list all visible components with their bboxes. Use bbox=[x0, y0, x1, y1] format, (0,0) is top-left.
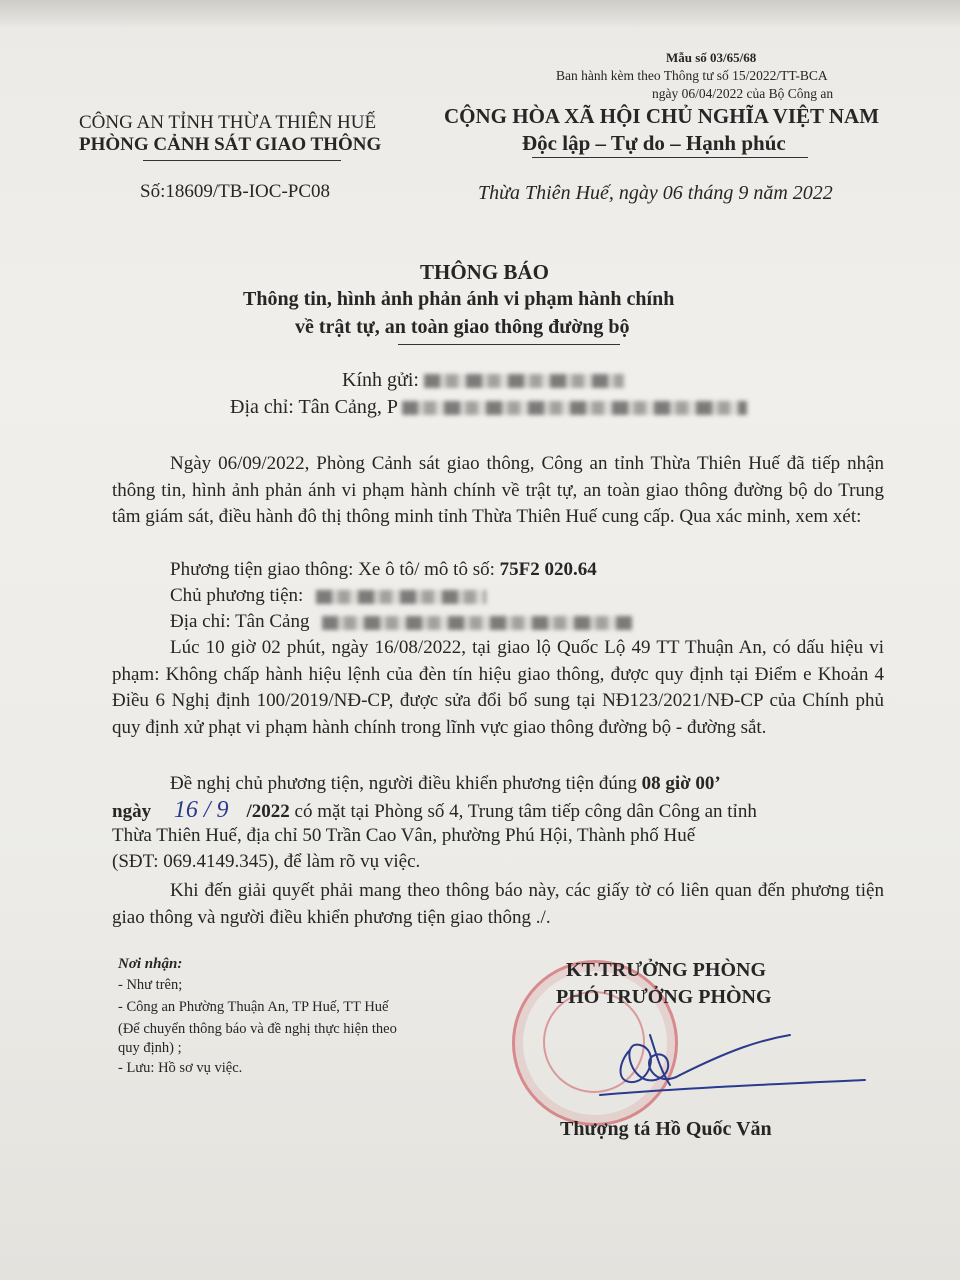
paragraph-1 bbox=[112, 451, 884, 531]
recipients-item-1: - Như trên; bbox=[118, 977, 183, 993]
vehicle-line bbox=[170, 557, 597, 584]
appointment-day-label: ngày bbox=[112, 801, 152, 822]
form-issued-with: Ban hành kèm theo Thông tư số 15/2022/TT-BCA bbox=[556, 68, 828, 83]
notice-subtitle-1: Thông tin, hình ảnh phản ánh vi phạm hành chính bbox=[243, 288, 675, 310]
recipients-item-3: (Để chuyển thông báo và đề nghị thực hiện theo bbox=[118, 1021, 397, 1037]
notice-title: THÔNG BÁO bbox=[420, 260, 549, 284]
license-plate: 75F2 020.64 bbox=[499, 559, 597, 580]
handwritten-date: 16 / 9 bbox=[173, 797, 229, 823]
nation-line1: CỘNG HÒA XÃ HỘI CHỦ NGHĨA VIỆT NAM bbox=[444, 104, 880, 128]
paragraph-3-line-2 bbox=[112, 797, 757, 826]
signature-title-1: KT.TRƯỞNG PHÒNG bbox=[566, 959, 766, 981]
recipients-heading: Nơi nhận: bbox=[118, 956, 183, 972]
paragraph-1-text: Ngày 06/09/2022, Phòng Cảnh sát giao thông, Công an tỉnh Thừa Thiên Huế đã tiếp nhận thông tin, hình ảnh phản ánh vi phạm hành chính về trật tự, an toàn giao thông đường bộ do Trung tâm giám sát, điều hành đô thị thông minh tỉnh Thừa Thiên Huế cung cấp. Qua xác minh, xem xét: bbox=[112, 453, 884, 527]
appointment-year: /2022 bbox=[246, 801, 290, 822]
paragraph-3-line-4 bbox=[112, 849, 420, 876]
paragraph-4 bbox=[112, 878, 884, 931]
paragraph-2-text: Lúc 10 giờ 02 phút, ngày 16/08/2022, tại giao lộ Quốc Lộ 49 TT Thuận An, có dấu hiệu vi phạm: Không chấp hành hiệu lệnh của đèn tín hiệu giao thông, được quy định tại Điểm e Khoản 4 Điều 6 Nghị định 100/2019/NĐ-CP, được sửa đổi bổ sung tại NĐ123/2021/NĐ-CP của Chính phủ quy định xử phạt vi phạm hành chính trong lĩnh vực giao thông đường bộ - đường sắt. bbox=[112, 637, 884, 738]
place-date: Thừa Thiên Huế, ngày 06 tháng 9 năm 2022 bbox=[478, 182, 833, 204]
document-number: Số:18609/TB-IOC-PC08 bbox=[140, 181, 331, 202]
owner-label: Chủ phương tiện: bbox=[170, 585, 304, 606]
paragraph-3-start: Đề nghị chủ phương tiện, người điều khiển phương tiện đúng bbox=[170, 773, 642, 794]
recipient-label: Kính gửi: bbox=[342, 369, 419, 391]
recipients-item-5: - Lưu: Hồ sơ vụ việc. bbox=[118, 1060, 243, 1076]
recipients-item-4: quy định) ; bbox=[118, 1040, 182, 1056]
notice-subtitle-2: về trật tự, an toàn giao thông đường bộ bbox=[295, 316, 630, 338]
paragraph-3-rest-2: Thừa Thiên Huế, địa chỉ 50 Trần Cao Vân, phường Phú Hội, Thành phố Huế bbox=[112, 825, 696, 846]
signer-name: Thượng tá Hồ Quốc Văn bbox=[560, 1118, 772, 1140]
owner-address-label: Địa chỉ: Tân Cảng bbox=[170, 611, 310, 632]
recipient-address-line bbox=[230, 396, 747, 419]
appointment-time: 08 giờ 00’ bbox=[641, 773, 721, 794]
paragraph-2 bbox=[112, 635, 884, 741]
paragraph-3-rest-1: có mặt tại Phòng số 4, Trung tâm tiếp công dân Công an tỉnh bbox=[289, 801, 757, 822]
paragraph-3-line-3 bbox=[112, 823, 695, 850]
title-underline bbox=[398, 344, 620, 345]
agency-line1: CÔNG AN TỈNH THỪA THIÊN HUẾ bbox=[79, 112, 377, 133]
paragraph-3-line-1 bbox=[170, 771, 721, 798]
form-issued-date: ngày 06/04/2022 của Bộ Công an bbox=[652, 86, 834, 101]
page-shadow bbox=[0, 0, 960, 30]
paragraph-3-rest-3: (SĐT: 069.4149.345), để làm rõ vụ việc. bbox=[112, 851, 421, 872]
redacted-owner-name bbox=[316, 590, 486, 604]
recipient-address-label: Địa chỉ: Tân Cảng, P bbox=[230, 396, 398, 418]
handwritten-signature bbox=[560, 1010, 940, 1130]
recipient-line bbox=[342, 369, 624, 392]
nation-line2: Độc lập – Tự do – Hạnh phúc bbox=[522, 131, 786, 155]
redacted-owner-address bbox=[322, 616, 632, 630]
nation-underline bbox=[532, 157, 808, 158]
agency-underline bbox=[143, 160, 341, 161]
redacted-recipient-address bbox=[402, 401, 747, 415]
owner-address-line bbox=[170, 609, 632, 636]
form-number: Mẫu số 03/65/68 bbox=[666, 50, 757, 65]
signature-title-2: PHÓ TRƯỞNG PHÒNG bbox=[556, 986, 772, 1008]
agency-line2: PHÒNG CẢNH SÁT GIAO THÔNG bbox=[79, 134, 382, 155]
redacted-recipient-name bbox=[424, 374, 624, 388]
paragraph-4-text: Khi đến giải quyết phải mang theo thông báo này, các giấy tờ có liên quan đến phương tiện giao thông và người điều khiển phương tiện giao thông ./. bbox=[112, 880, 884, 928]
owner-line bbox=[170, 583, 486, 610]
recipients-item-2: - Công an Phường Thuận An, TP Huế, TT Huế bbox=[118, 999, 389, 1015]
vehicle-label: Phương tiện giao thông: Xe ô tô/ mô tô số: bbox=[170, 559, 500, 580]
